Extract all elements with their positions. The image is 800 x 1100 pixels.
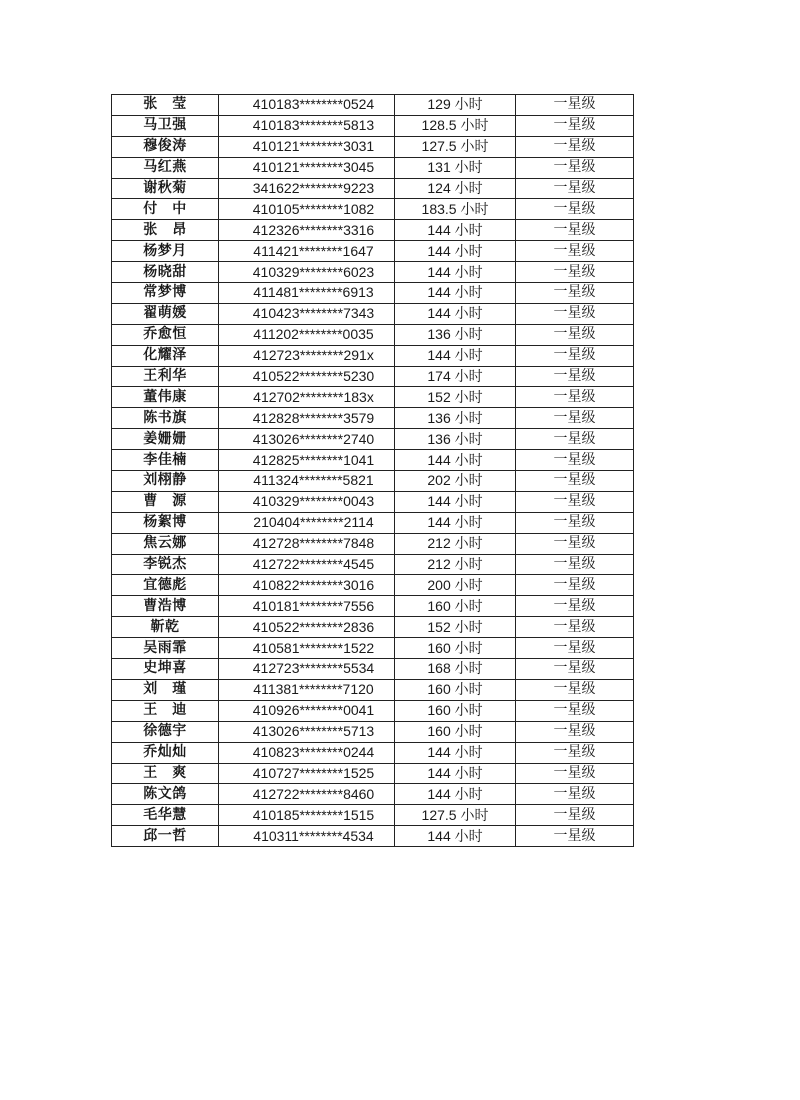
table-row (112, 115, 634, 136)
id-number: 411481********6913 (219, 283, 395, 304)
volunteer-name: 杨梦月 (112, 241, 219, 262)
service-hours: 144 小时 (395, 220, 516, 241)
service-hours: 144 小时 (395, 262, 516, 283)
volunteer-name: 张 莹 (112, 95, 219, 116)
volunteer-name: 马红燕 (112, 157, 219, 178)
id-number: 410183********5813 (219, 115, 395, 136)
id-number: 412722********8460 (219, 784, 395, 805)
star-level: 一星级 (516, 826, 634, 847)
id-number: 410822********3016 (219, 575, 395, 596)
star-level: 一星级 (516, 429, 634, 450)
service-hours: 160 小时 (395, 638, 516, 659)
volunteer-name: 乔灿灿 (112, 742, 219, 763)
service-hours: 144 小时 (395, 742, 516, 763)
star-level: 一星级 (516, 638, 634, 659)
star-level: 一星级 (516, 450, 634, 471)
star-level: 一星级 (516, 387, 634, 408)
volunteer-name: 靳乾 (112, 617, 219, 638)
service-hours: 212 小时 (395, 533, 516, 554)
id-number: 413026********2740 (219, 429, 395, 450)
service-hours: 160 小时 (395, 596, 516, 617)
star-level: 一星级 (516, 700, 634, 721)
star-level: 一星级 (516, 366, 634, 387)
star-level: 一星级 (516, 303, 634, 324)
table-row (112, 575, 634, 596)
table-row (112, 491, 634, 512)
star-level: 一星级 (516, 742, 634, 763)
star-level: 一星级 (516, 136, 634, 157)
volunteer-name: 史坤喜 (112, 659, 219, 680)
star-level: 一星级 (516, 784, 634, 805)
star-level: 一星级 (516, 324, 634, 345)
service-hours: 144 小时 (395, 345, 516, 366)
volunteer-name: 焦云娜 (112, 533, 219, 554)
star-level: 一星级 (516, 575, 634, 596)
table-row (112, 262, 634, 283)
table-row (112, 429, 634, 450)
service-hours: 128.5 小时 (395, 115, 516, 136)
star-level: 一星级 (516, 115, 634, 136)
id-number: 412828********3579 (219, 408, 395, 429)
table-row (112, 512, 634, 533)
volunteer-name: 毛华慧 (112, 805, 219, 826)
volunteer-name: 谢秋菊 (112, 178, 219, 199)
table-row (112, 826, 634, 847)
id-number: 210404********2114 (219, 512, 395, 533)
id-number: 410926********0041 (219, 700, 395, 721)
star-level: 一星级 (516, 763, 634, 784)
table-row (112, 241, 634, 262)
volunteer-name: 杨晓甜 (112, 262, 219, 283)
service-hours: 129 小时 (395, 95, 516, 116)
id-number: 410581********1522 (219, 638, 395, 659)
service-hours: 174 小时 (395, 366, 516, 387)
star-level: 一星级 (516, 408, 634, 429)
table-row (112, 700, 634, 721)
star-level: 一星级 (516, 659, 634, 680)
table-row (112, 408, 634, 429)
service-hours: 144 小时 (395, 450, 516, 471)
volunteer-name: 李佳楠 (112, 450, 219, 471)
id-number: 412723********291x (219, 345, 395, 366)
service-hours: 152 小时 (395, 617, 516, 638)
star-level: 一星级 (516, 512, 634, 533)
id-number: 410185********1515 (219, 805, 395, 826)
volunteer-name: 陈书旗 (112, 408, 219, 429)
id-number: 410329********0043 (219, 491, 395, 512)
volunteer-name: 刘栩静 (112, 471, 219, 492)
id-number: 411202********0035 (219, 324, 395, 345)
id-number: 410181********7556 (219, 596, 395, 617)
service-hours: 136 小时 (395, 324, 516, 345)
service-hours: 168 小时 (395, 659, 516, 680)
table-row (112, 617, 634, 638)
id-number: 412825********1041 (219, 450, 395, 471)
star-level: 一星级 (516, 345, 634, 366)
id-number: 341622********9223 (219, 178, 395, 199)
service-hours: 144 小时 (395, 826, 516, 847)
star-level: 一星级 (516, 241, 634, 262)
id-number: 410727********1525 (219, 763, 395, 784)
id-number: 410522********2836 (219, 617, 395, 638)
volunteer-name: 翟萌媛 (112, 303, 219, 324)
id-number: 410311********4534 (219, 826, 395, 847)
table-row (112, 178, 634, 199)
star-level: 一星级 (516, 533, 634, 554)
table-row (112, 199, 634, 220)
service-hours: 124 小时 (395, 178, 516, 199)
service-hours: 136 小时 (395, 429, 516, 450)
id-number: 412728********7848 (219, 533, 395, 554)
star-level: 一星级 (516, 554, 634, 575)
volunteer-table-body (112, 95, 634, 847)
star-level: 一星级 (516, 491, 634, 512)
star-level: 一星级 (516, 220, 634, 241)
id-number: 411324********5821 (219, 471, 395, 492)
volunteer-name: 董伟康 (112, 387, 219, 408)
table-row (112, 763, 634, 784)
volunteer-name: 陈文鸽 (112, 784, 219, 805)
service-hours: 136 小时 (395, 408, 516, 429)
volunteer-name: 宜德彪 (112, 575, 219, 596)
table-row (112, 450, 634, 471)
volunteer-name: 曹 源 (112, 491, 219, 512)
volunteer-name: 邱一哲 (112, 826, 219, 847)
volunteer-name: 张 昂 (112, 220, 219, 241)
id-number: 410329********6023 (219, 262, 395, 283)
volunteer-table (111, 94, 634, 847)
volunteer-name: 王 迪 (112, 700, 219, 721)
volunteer-name: 徐德宇 (112, 721, 219, 742)
table-row (112, 679, 634, 700)
service-hours: 127.5 小时 (395, 805, 516, 826)
table-row (112, 659, 634, 680)
service-hours: 160 小时 (395, 700, 516, 721)
table-row (112, 533, 634, 554)
table-row (112, 324, 634, 345)
star-level: 一星级 (516, 262, 634, 283)
volunteer-name: 穆俊涛 (112, 136, 219, 157)
volunteer-name: 马卫强 (112, 115, 219, 136)
id-number: 410105********1082 (219, 199, 395, 220)
id-number: 410121********3031 (219, 136, 395, 157)
table-row (112, 387, 634, 408)
service-hours: 131 小时 (395, 157, 516, 178)
service-hours: 144 小时 (395, 784, 516, 805)
service-hours: 144 小时 (395, 303, 516, 324)
star-level: 一星级 (516, 805, 634, 826)
service-hours: 144 小时 (395, 763, 516, 784)
table-row (112, 136, 634, 157)
table-row (112, 784, 634, 805)
service-hours: 212 小时 (395, 554, 516, 575)
service-hours: 144 小时 (395, 512, 516, 533)
service-hours: 160 小时 (395, 721, 516, 742)
volunteer-name: 常梦博 (112, 283, 219, 304)
volunteer-name: 王利华 (112, 366, 219, 387)
id-number: 410121********3045 (219, 157, 395, 178)
service-hours: 160 小时 (395, 679, 516, 700)
table-row (112, 95, 634, 116)
id-number: 410823********0244 (219, 742, 395, 763)
table-row (112, 157, 634, 178)
table-row (112, 554, 634, 575)
volunteer-name: 刘 瑾 (112, 679, 219, 700)
volunteer-name: 杨絮博 (112, 512, 219, 533)
table-row (112, 366, 634, 387)
service-hours: 183.5 小时 (395, 199, 516, 220)
star-level: 一星级 (516, 679, 634, 700)
volunteer-name: 乔愈恒 (112, 324, 219, 345)
star-level: 一星级 (516, 617, 634, 638)
service-hours: 144 小时 (395, 491, 516, 512)
table-row (112, 303, 634, 324)
table-row (112, 721, 634, 742)
star-level: 一星级 (516, 721, 634, 742)
id-number: 410423********7343 (219, 303, 395, 324)
volunteer-name: 王 爽 (112, 763, 219, 784)
service-hours: 202 小时 (395, 471, 516, 492)
star-level: 一星级 (516, 596, 634, 617)
volunteer-name: 付 中 (112, 199, 219, 220)
table-row (112, 638, 634, 659)
id-number: 412722********4545 (219, 554, 395, 575)
star-level: 一星级 (516, 199, 634, 220)
star-level: 一星级 (516, 95, 634, 116)
star-level: 一星级 (516, 283, 634, 304)
service-hours: 152 小时 (395, 387, 516, 408)
star-level: 一星级 (516, 157, 634, 178)
id-number: 410522********5230 (219, 366, 395, 387)
service-hours: 127.5 小时 (395, 136, 516, 157)
volunteer-name: 吴雨霏 (112, 638, 219, 659)
table-row (112, 805, 634, 826)
volunteer-name: 李锐杰 (112, 554, 219, 575)
star-level: 一星级 (516, 178, 634, 199)
table-row (112, 471, 634, 492)
table-row (112, 283, 634, 304)
service-hours: 144 小时 (395, 283, 516, 304)
table-row (112, 742, 634, 763)
id-number: 412702********183x (219, 387, 395, 408)
volunteer-name: 化耀泽 (112, 345, 219, 366)
table-row (112, 220, 634, 241)
id-number: 412723********5534 (219, 659, 395, 680)
id-number: 412326********3316 (219, 220, 395, 241)
id-number: 413026********5713 (219, 721, 395, 742)
id-number: 410183********0524 (219, 95, 395, 116)
volunteer-name: 曹浩博 (112, 596, 219, 617)
table-row (112, 596, 634, 617)
volunteer-roster-sheet (111, 94, 633, 847)
service-hours: 200 小时 (395, 575, 516, 596)
table-row (112, 345, 634, 366)
volunteer-name: 姜姗姗 (112, 429, 219, 450)
id-number: 411421********1647 (219, 241, 395, 262)
service-hours: 144 小时 (395, 241, 516, 262)
id-number: 411381********7120 (219, 679, 395, 700)
star-level: 一星级 (516, 471, 634, 492)
